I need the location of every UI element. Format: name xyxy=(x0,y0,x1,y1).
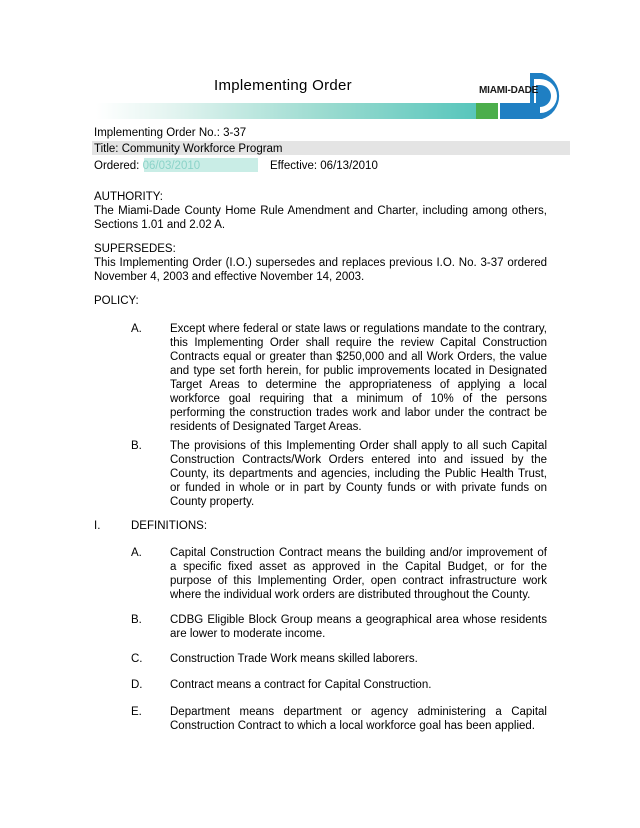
ordered-line xyxy=(94,159,200,173)
document-title: Implementing Order xyxy=(214,77,352,94)
policy-item-label: B. xyxy=(131,440,142,452)
definition-item-label: B. xyxy=(131,614,142,626)
policy-heading: POLICY: xyxy=(94,295,139,307)
ordered-label: Ordered: xyxy=(94,160,143,172)
header-gradient-bar xyxy=(96,103,476,119)
supersedes-text: This Implementing Order (I.O.) supersedes and replaces previous I.O. No. 3-37 ordered November 4, 2003 and effective November 14, 2003. xyxy=(94,257,547,283)
logo-green-block xyxy=(476,103,498,119)
definition-item-text: Capital Construction Contract means the building and/or improvement of a specific fixed asset as approved in the Capital Budget, or for the purpose of this Implementing Order, open contract infrastructure work where the individual work orders are distributed throughout the County. xyxy=(170,547,547,601)
supersedes-heading: SUPERSEDES: xyxy=(94,243,176,255)
definition-item-text: Department means department or agency administering a Capital Construction Contract to which a local workforce goal has been applied. xyxy=(170,706,547,732)
policy-item-text: Except where federal or state laws or regulations mandate to the contrary, this Implementing Order shall require the review Capital Construction Contracts equal or greater than $250,000 and all Work Orders, the value and type set forth herein, for public improvements located in Designated Target Areas to determine the appropriateness of applying a local workforce goal requiring that a minimum of 10% of the persons performing the construction trades work and labor under the contract be residents of Designated Target Areas. xyxy=(170,323,547,433)
definition-item-label: A. xyxy=(131,547,142,559)
definition-item-label: D. xyxy=(131,679,143,691)
order-number: Implementing Order No.: 3-37 xyxy=(94,127,247,139)
definition-item-text: Construction Trade Work means skilled laborers. xyxy=(170,653,418,665)
order-title: Title: Community Workforce Program xyxy=(94,143,283,155)
ordered-date: 06/03/2010 xyxy=(142,160,201,172)
policy-item-label: A. xyxy=(131,323,142,335)
logo-blue-block xyxy=(500,103,540,119)
effective-date: Effective: 06/13/2010 xyxy=(270,160,378,172)
definition-item-text: CDBG Eligible Block Group means a geographical area whose residents are lower to moderate income. xyxy=(170,614,547,640)
authority-text: The Miami-Dade County Home Rule Amendment and Charter, including among others, Sections 1.01 and 2.02 A. xyxy=(94,205,547,231)
policy-item-text: The provisions of this Implementing Order shall apply to all such Capital Construction Contracts/Work Orders entered into and issued by the County, its departments and agencies, including the Public Health Trust, or funded in whole or in part by County funds or with private funds on County property. xyxy=(170,440,547,508)
logo-text: MIAMI-DADE xyxy=(479,85,539,96)
definition-item-text: Contract means a contract for Capital Construction. xyxy=(170,679,432,691)
authority-heading: AUTHORITY: xyxy=(94,191,164,203)
definition-item-label: E. xyxy=(131,706,142,718)
definitions-heading: DEFINITIONS: xyxy=(131,520,208,532)
definition-item-label: C. xyxy=(131,653,143,665)
definitions-number: I. xyxy=(94,520,101,532)
